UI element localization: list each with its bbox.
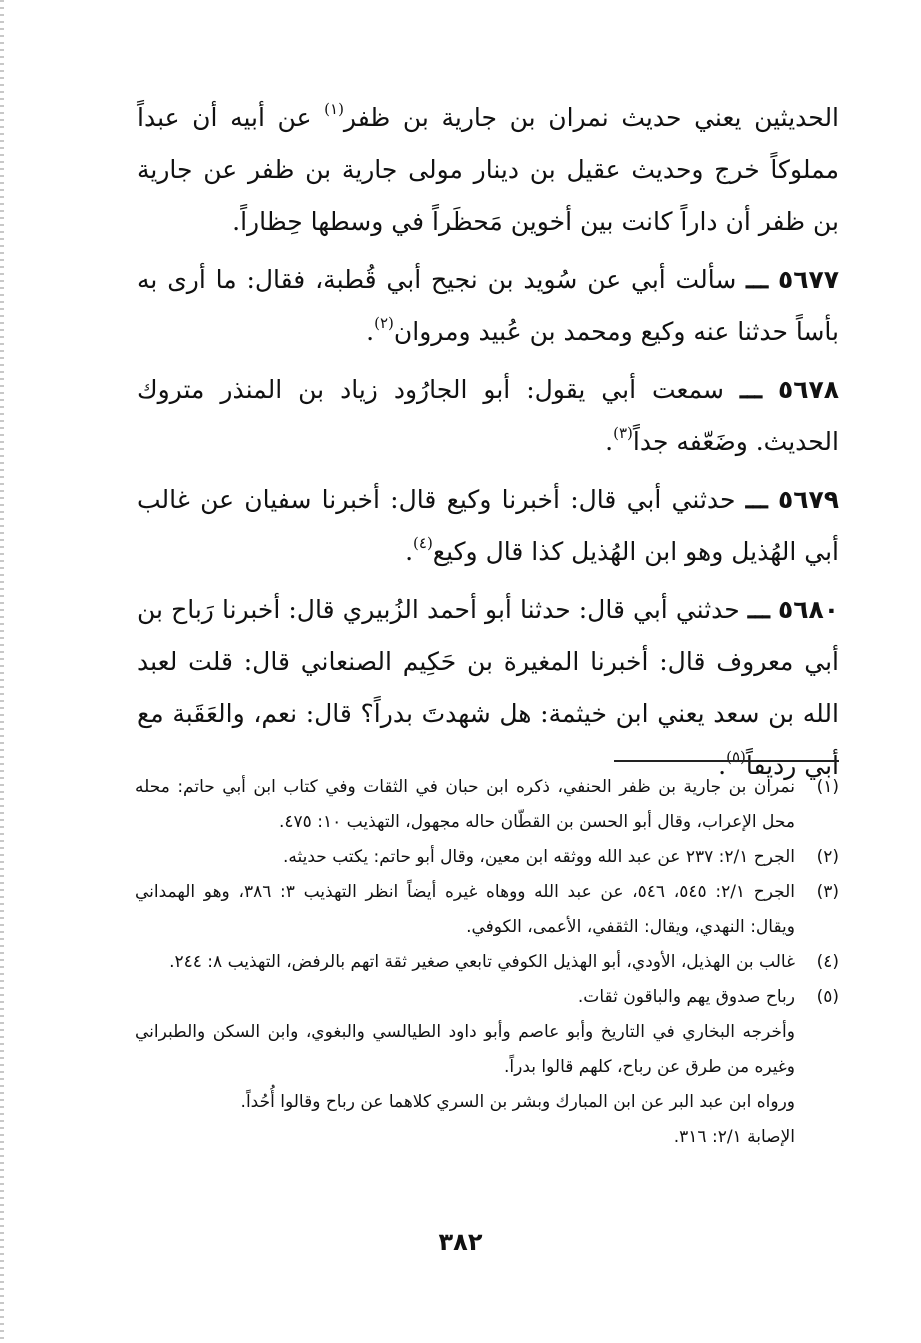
footnote-2 [135,840,839,875]
footnote-line: الإصابة ٢/١: ٣١٦. [673,1127,795,1147]
footnote-4 [135,945,839,980]
footnote-body [135,770,795,840]
footnote-reference-2[interactable]: (٢) [374,314,394,332]
entry-number: ٥٦٧٩ [777,485,839,514]
entry-dash: ـــ [746,265,769,294]
footnote-reference-3[interactable]: (٣) [613,424,633,442]
footnote-separator [614,760,839,762]
footnote-line: ورواه ابن عبد البر عن ابن المبارك وبشر بن السري كلاهما عن رباح وقالوا أُحُداً. [240,1092,795,1112]
footnote-5 [135,980,839,1155]
footnote-reference-4[interactable]: (٤) [413,534,433,552]
entry-5679 [137,474,839,578]
paragraph-text-end: عن أبيه أن عبداً مملوكاً خرج وحديث عقيل بن دينار مولى جارية بن ظفر عن جارية بن ظفر أن داراً كانت بين أخوين مَحظَراً في وسطها حِظاراً. [137,103,839,236]
paragraph-continuation [137,92,839,248]
entry-5678 [137,364,839,468]
paragraph-text: الحديثين يعني حديث نمران بن جارية بن ظفر [343,103,840,132]
footnote-reference-1[interactable]: (١) [324,100,344,118]
footnotes [135,770,839,1155]
footnote-reference-5[interactable]: (٥) [726,748,746,766]
entry-5677 [137,254,839,358]
footnote-marker: (٤) [816,952,839,972]
entry-dash: ـــ [739,375,762,404]
entry-text: حدثني أبي قال: حدثنا أبو أحمد الزُبيري قال: أخبرنا رَباح بن أبي معروف قال: أخبرنا المغيرة بن حَكِيم الصنعاني قال: قلت لعبد الله بن سعد يعني ابن خيثمة: هل شهدتَ بدراً؟ قال: نعم، والعَقَبة مع أبي رديفاً [137,595,839,780]
entry-text-end: . [718,751,727,780]
entry-dash: ـــ [747,595,770,624]
main-text [137,92,839,794]
footnote-line: رباح صدوق يهم والباقون ثقات. [577,987,795,1007]
footnote-line: الجرح ٢/١: ٢٣٧ عن عبد الله ووثقه ابن معين، وقال أبو حاتم: يكتب حديثه. [283,847,795,867]
footnote-body [135,840,795,875]
footnote-body [135,875,795,945]
entry-number: ٥٦٨٠ [777,595,839,624]
entry-number: ٥٦٧٨ [777,375,839,404]
footnote-line: الجرح ٢/١: ٥٤٥، ٥٤٦، عن عبد الله ووهاه غيره أيضاً انظر التهذيب ٣: ٣٨٦، وهو الهمداني ويقال: النهدي، ويقال: الثقفي، الأعمى، الكوفي. [135,882,795,937]
entry-text: سألت أبي عن سُويد بن نجيح أبي قُطبة، فقال: ما أرى به بأساً حدثنا عنه وكيع ومحمد بن عُبيد ومروان [137,265,839,346]
footnote-marker: (٢) [816,847,839,867]
footnote-1 [135,770,839,840]
page-number: ٣٨٢ [438,1228,483,1256]
footnote-marker: (١) [816,777,839,797]
footnote-body [135,945,795,980]
entry-number: ٥٦٧٧ [777,265,839,294]
footnote-3 [135,875,839,945]
footnote-line: غالب بن الهذيل، الأودي، أبو الهذيل الكوفي تابعي صغير ثقة اتهم بالرفض، التهذيب ٨: ٢٤٤. [169,952,795,972]
entry-text: حدثني أبي قال: أخبرنا وكيع قال: أخبرنا سفيان عن غالب أبي الهُذيل وهو ابن الهُذيل كذا قال وكيع [137,485,839,566]
entry-text-end: . [405,537,414,566]
footnote-marker: (٣) [816,882,839,902]
footnote-marker: (٥) [816,987,839,1007]
entry-text-end: . [605,427,614,456]
footnote-line: نمران بن جارية بن ظفر الحنفي، ذكره ابن حبان في الثقات وفي كتاب ابن أبي حاتم: محله محل الإعراب، وقال أبو الحسن بن القطّان حاله مجهول، التهذيب ١٠: ٤٧٥. [135,777,795,832]
entry-text-end: . [366,317,375,346]
entry-text: سمعت أبي يقول: أبو الجارُود زياد بن المنذر متروك الحديث. وضَعّفه جداً [137,375,839,456]
footnote-body [135,980,795,1155]
footnote-line: وأخرجه البخاري في التاريخ وأبو عاصم وأبو داود الطيالسي والبغوي، وابن السكن والطبراني وغيره من طرق عن رباح، كلهم قالوا بدراً. [135,1022,795,1077]
entry-dash: ـــ [745,485,768,514]
